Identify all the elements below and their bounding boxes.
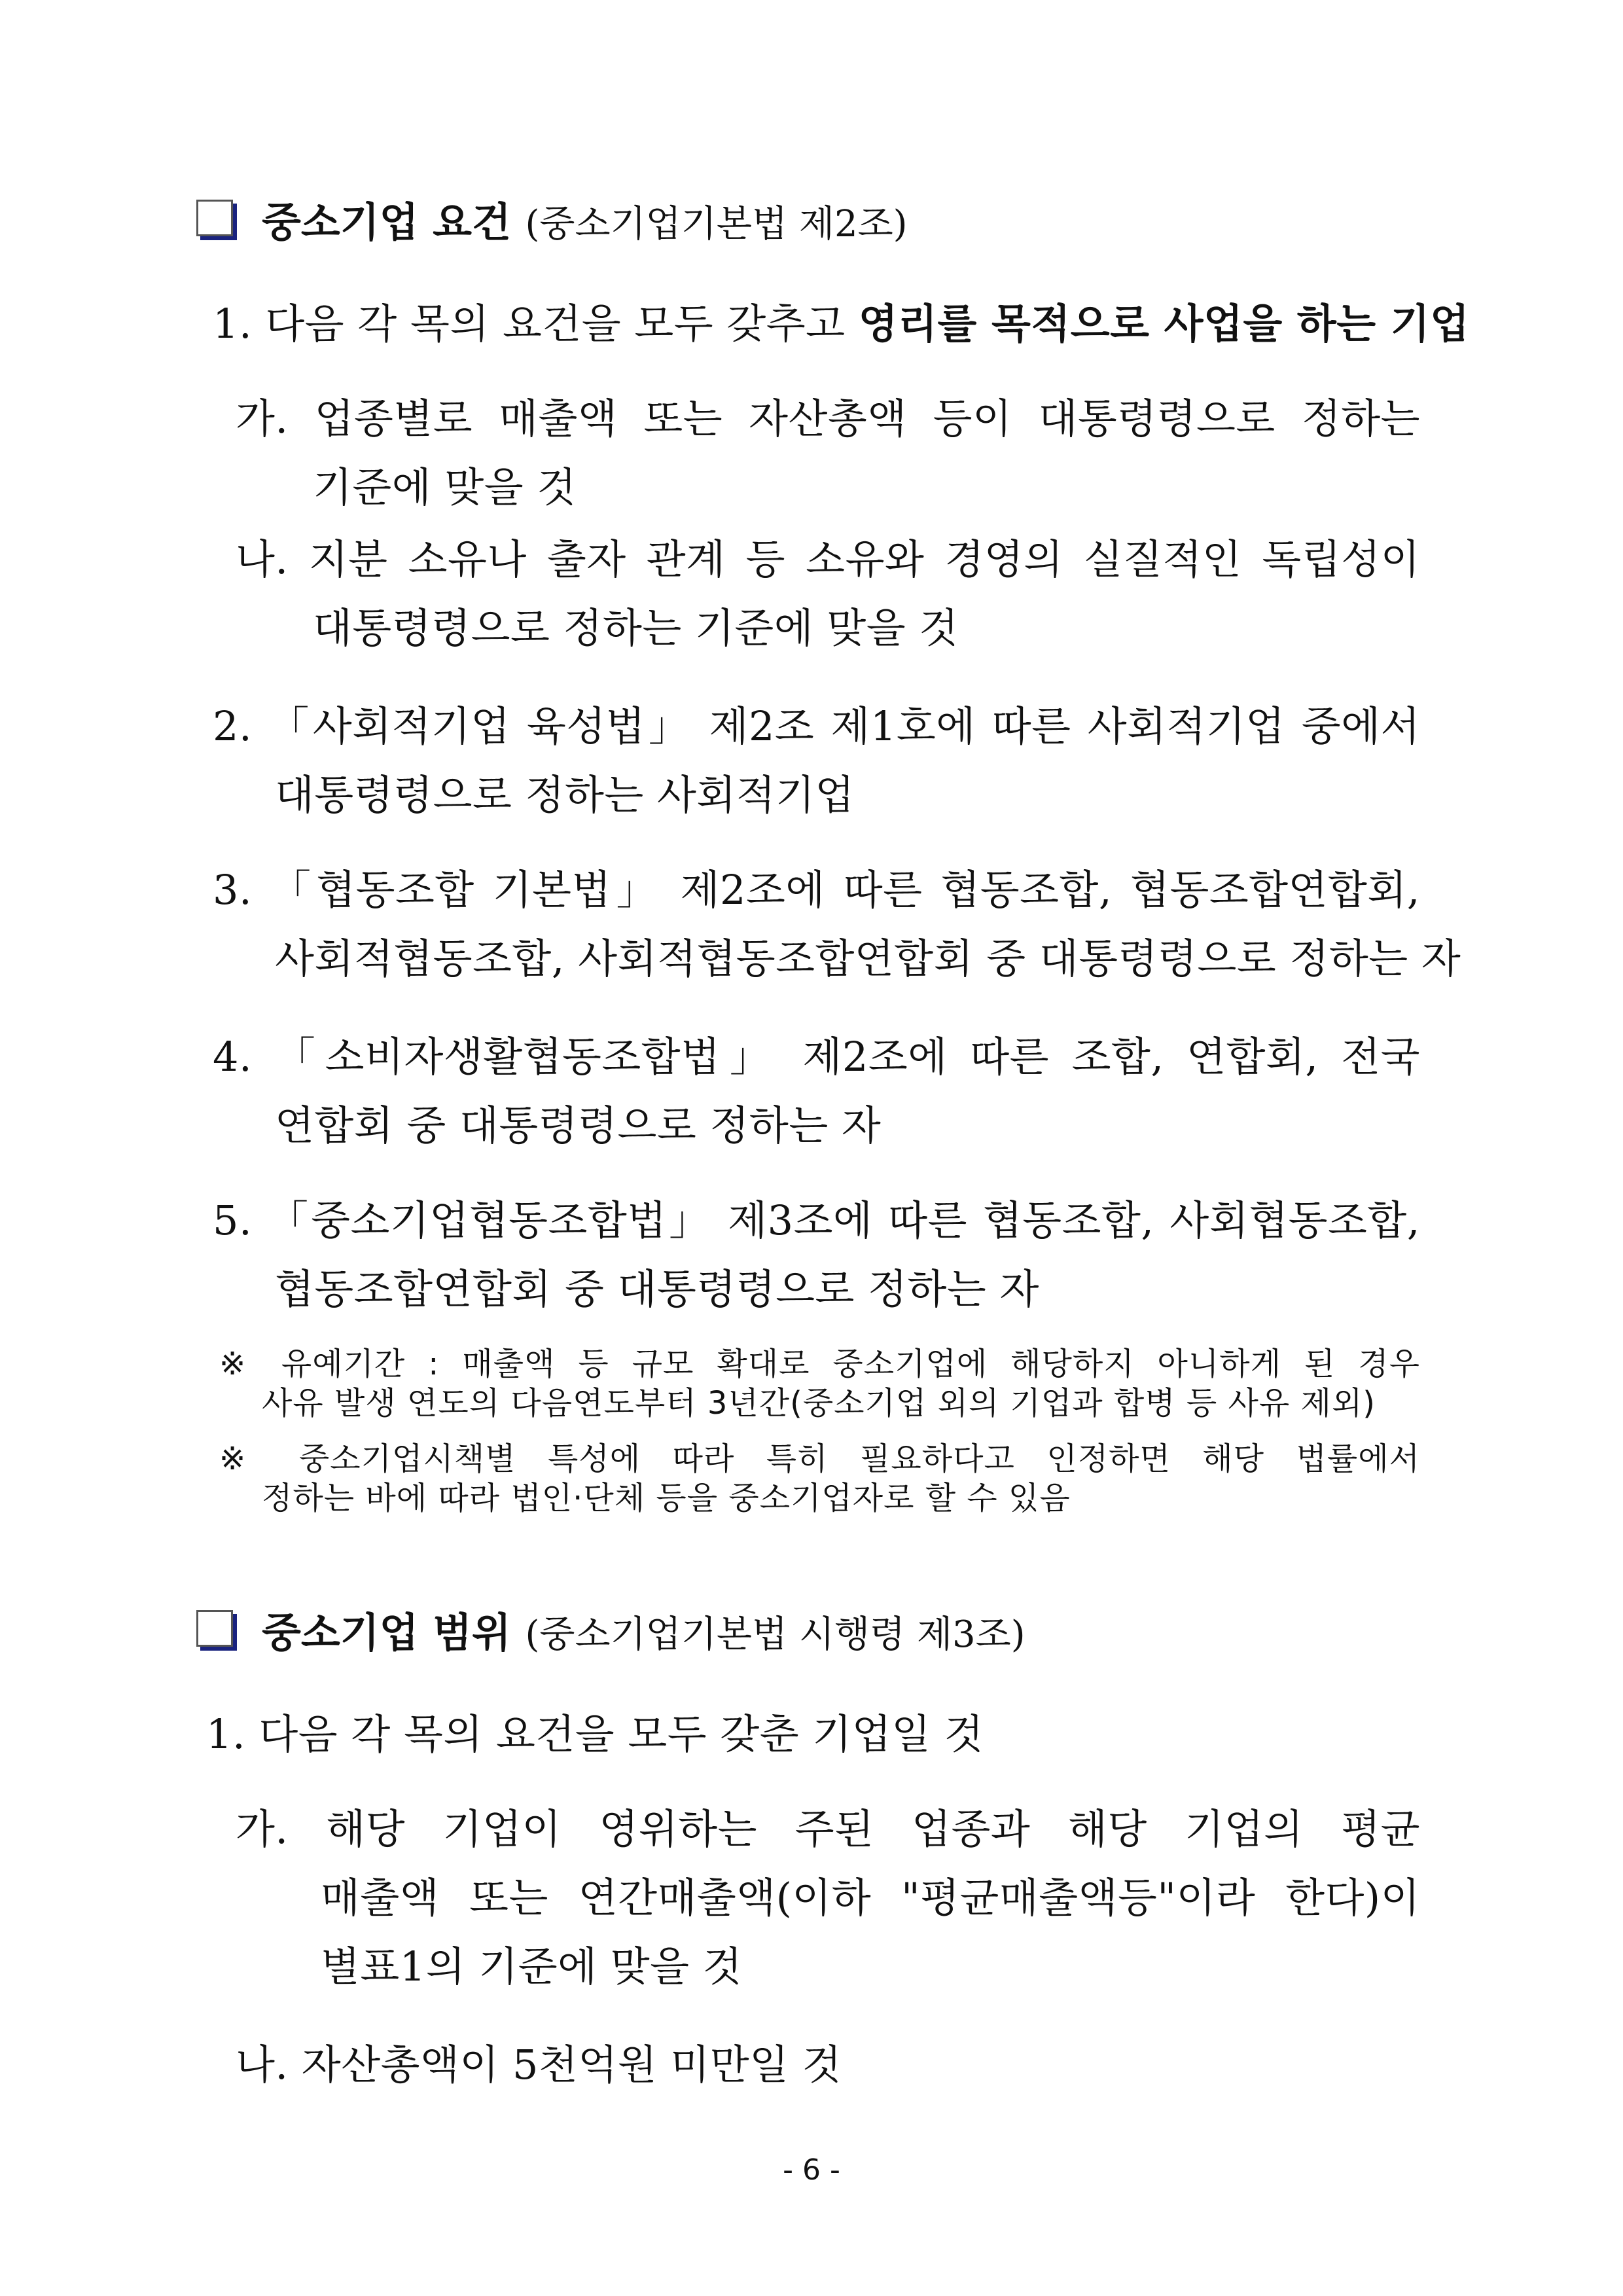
section2-ga-line3: 별표1의 기준에 맞을 것 — [321, 1943, 743, 1990]
section1-item1 — [213, 291, 1470, 350]
section2-title: 중소기업 범위 — [262, 1609, 511, 1657]
section1-note2-line2: 정하는 바에 따라 법인·단체 등을 중소기업자로 할 수 있음 — [262, 1480, 1071, 1516]
section2-item1: 1. 다음 각 목의 요건을 모두 갖춘 기업일 것 — [206, 1710, 984, 1758]
section1-source: (중소기업기본법 제2조) — [525, 203, 908, 245]
section1-item4-line2: 연합회 중 대통령령으로 정하는 자 — [275, 1102, 882, 1149]
section2-source: (중소기업기본법 시행령 제3조) — [525, 1613, 1026, 1656]
section1-checkbox-icon — [196, 200, 233, 236]
section1-note2-line1: ※ 중소기업시책별 특성에 따라 특히 필요하다고 인정하면 해당 법률에서 — [219, 1441, 1420, 1477]
section1-heading — [262, 190, 908, 248]
section2-ga-line2: 매출액 또는 연간매출액(이하 "평균매출액등"이라 한다)이 — [321, 1874, 1420, 1922]
section1-item5-line2: 협동조합연합회 중 대통령령으로 정하는 자 — [275, 1265, 1039, 1313]
section1-note1-line2: 사유 발생 연도의 다음연도부터 3년간(중소기업 외의 기업과 합병 등 사유 제외) — [262, 1385, 1376, 1422]
section1-title: 중소기업 요건 — [262, 198, 511, 246]
section2-na-line1: 나. 자산총액이 5천억원 미만일 것 — [236, 2041, 842, 2089]
section1-item1-prefix: 1. 다음 각 목의 요건을 모두 갖추고 — [213, 300, 859, 348]
section1-item1-ga-line2: 기준에 맞을 것 — [313, 463, 577, 511]
section1-item3-line2: 사회적협동조합, 사회적협동조합연합회 중 대통령령으로 정하는 자 — [275, 935, 1461, 982]
section2-checkbox-icon — [196, 1610, 233, 1647]
section2-ga-line1: 가. 해당 기업이 영위하는 주된 업종과 해당 기업의 평균 — [236, 1805, 1420, 1853]
section2-heading — [262, 1600, 1026, 1659]
section1-item2-line1: 2. 「사회적기업 육성법」 제2조 제1호에 따른 사회적기업 중에서 — [213, 702, 1420, 750]
section1-item5-line1: 5. 「중소기업협동조합법」 제3조에 따른 협동조합, 사회협동조합, — [213, 1196, 1420, 1244]
page-number: - 6 - — [783, 2153, 840, 2187]
section1-item1-na-line2: 대통령령으로 정하는 기준에 맞을 것 — [313, 604, 959, 652]
section1-item1-bold: 영리를 목적으로 사업을 하는 기업 — [858, 300, 1470, 348]
section1-item3-line1: 3. 「협동조합 기본법」 제2조에 따른 협동조합, 협동조합연합회, — [213, 866, 1421, 914]
section1-item1-ga-line1: 가. 업종별로 매출액 또는 자산총액 등이 대통령령으로 정하는 — [236, 395, 1420, 442]
section1-note1-line1: ※ 유예기간 : 매출액 등 규모 확대로 중소기업에 해당하지 아니하게 된 경우 — [219, 1346, 1420, 1382]
section1-item2-line2: 대통령령으로 정하는 사회적기업 — [275, 771, 855, 819]
section1-item4-line1: 4. 「소비자생활협동조합법」 제2조에 따른 조합, 연합회, 전국 — [213, 1033, 1420, 1081]
section1-item1-na-line1: 나. 지분 소유나 출자 관계 등 소유와 경영의 실질적인 독립성이 — [236, 535, 1420, 583]
